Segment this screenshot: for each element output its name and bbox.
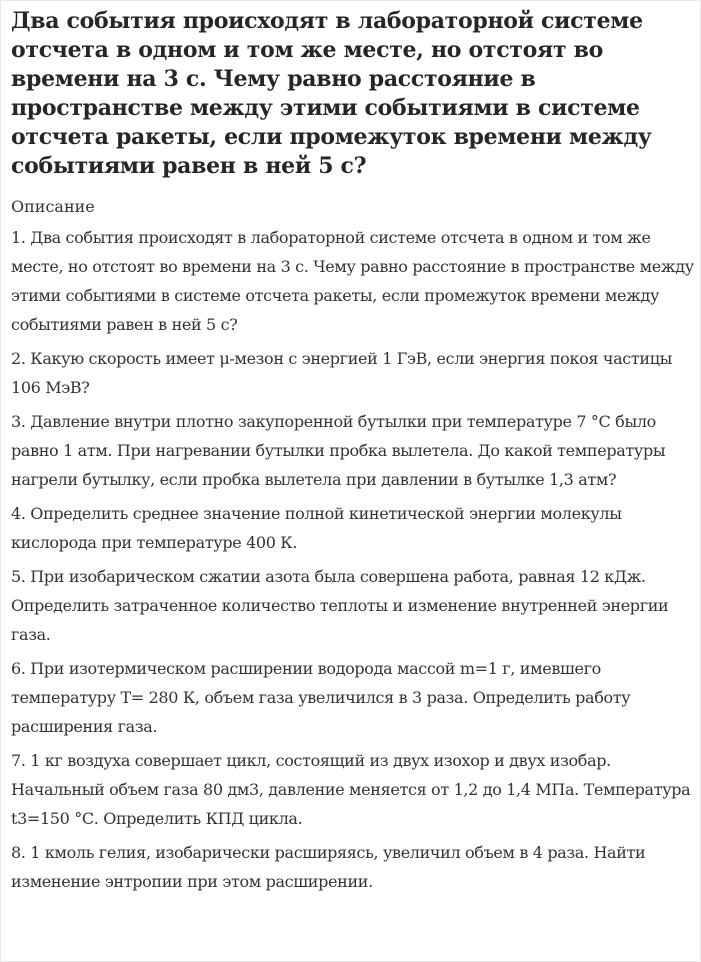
page-title: Два события происходят в лабораторной системе отсчета в одном и том же месте, но отстоят во времени на 3 с. Чему равно расстояние в пространстве между этими событиями в системе отсчета ракеты, если промежуток времени между событиями равен в ней 5 с? [11,8,652,179]
task-item-8: 8. 1 кмоль гелия, изобарически расширяясь, увеличил объем в 4 раза. Найти изменение энтропии при этом расширении. [11,843,646,891]
task-item-7: 7. 1 кг воздуха совершает цикл, состоящий из двух изохор и двух изобар. Начальный объем газа 80 дм3, давление меняется от 1,2 до 1,4 МПа. Температура t3=150 °С. Определить КПД цикла. [11,751,691,828]
task-item-6: 6. При изотермическом расширении водорода массой m=1 г, имевшего температуру Т= 280 К, объем газа увеличился в 3 раза. Определить работу расширения газа. [11,659,631,736]
task-item-3: 3. Давление внутри плотно закупоренной бутылки при температуре 7 °С было равно 1 атм. При нагревании бутылки пробка вылетела. До какой температуры нагрели бутылку, если пробка вылетела при давлении в бутылке 1,3 атм? [11,412,666,489]
description-label: Описание [11,197,95,216]
task-item-4: 4. Определить среднее значение полной кинетической энергии молекулы кислорода при температуре 400 К. [11,504,622,552]
task-item-1: 1. Два события происходят в лабораторной системе отсчета в одном и том же месте, но отстоят во времени на 3 с. Чему равно расстояние в пространстве между этими событиями в системе отсчета ракеты, если промежуток времени между событиями равен в ней 5 с? [11,228,694,334]
task-item-5: 5. При изобарическом сжатии азота была совершена работа, равная 12 кДж. Определить затраченное количество теплоты и изменение внутренней энергии газа. [11,567,669,644]
task-list [11,223,697,901]
task-item-2: 2. Какую скорость имеет μ-мезон с энергией 1 ГэВ, если энергия покоя частицы 106 МэВ? [11,349,673,397]
